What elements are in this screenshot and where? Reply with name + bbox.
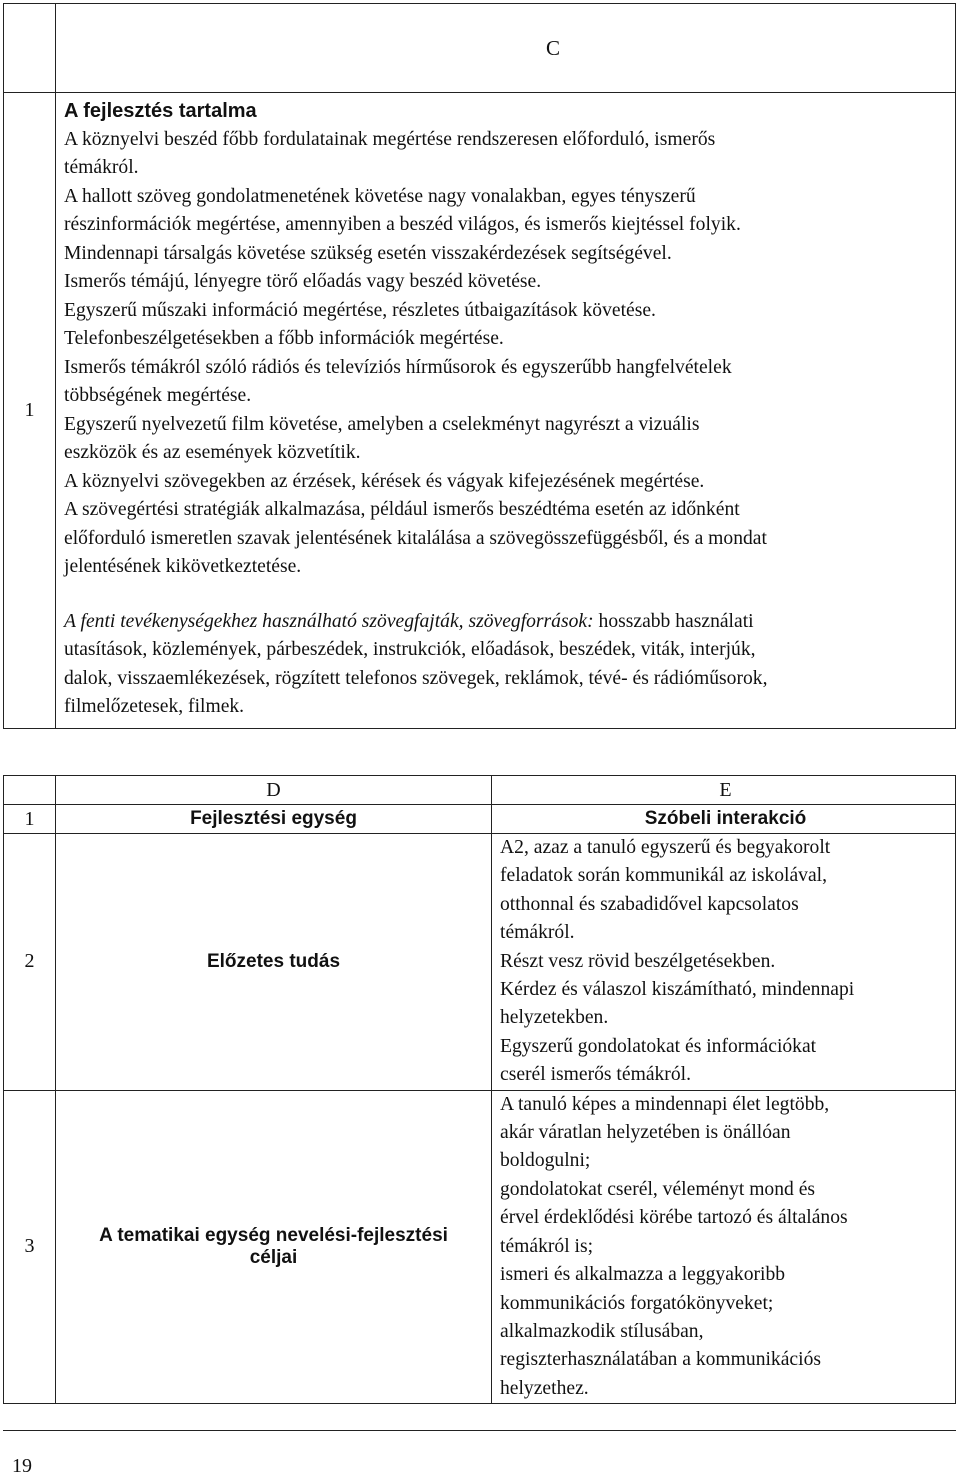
paragraph-gap (64, 582, 951, 608)
content-line: Telefonbeszélgetésekben a főbb információk megértése. (64, 328, 504, 349)
content-line: jelentésének kikövetkeztetése. (64, 556, 302, 577)
content-line: A köznyelvi szövegekben az érzések, kérések és vágyak kifejezésének megértése. (64, 470, 705, 492)
text-line: gondolatokat cserél, véleményt mond és (500, 1178, 816, 1200)
prior-knowledge-text (492, 834, 956, 1091)
text-line: Részt vesz rövid beszélgetésekben. (500, 950, 776, 972)
page-number: 19 (12, 1455, 32, 1477)
text-line: Kérdez és válaszol kiszámítható, mindennapi (500, 979, 855, 1001)
table-row (4, 805, 956, 834)
row-number: 1 (4, 805, 56, 834)
column-header-d: D (56, 776, 492, 805)
text-line: témákról. (500, 922, 575, 944)
unit-label: Fejlesztési egység (56, 805, 492, 834)
row-number: 3 (4, 1090, 56, 1403)
text-line: kommunikációs forgatókönyveket; (500, 1292, 774, 1314)
text-line: Egyszerű gondolatokat és információkat (500, 1035, 817, 1057)
prior-knowledge-label: Előzetes tudás (56, 834, 492, 1091)
goals-label-line: A tematikai egység nevelési-fejlesztési (99, 1224, 448, 1246)
text-line: regiszterhasználatában a kommunikációs (500, 1349, 821, 1371)
development-content-cell (56, 93, 956, 729)
text-line: alkalmazkodik stílusában, (500, 1320, 704, 1342)
table-row (4, 93, 956, 729)
text-line: feladatok során kommunikál az iskolával, (500, 865, 828, 887)
row-number: 2 (4, 834, 56, 1091)
text-line: A tanuló képes a mindennapi élet legtöbb, (500, 1093, 830, 1115)
table-row (4, 834, 956, 1091)
content-line: Mindennapi társalgás követése szükség esetén visszakérdezések segítségével. (64, 242, 672, 264)
footer-divider (3, 1430, 956, 1431)
text-line: otthonnal és szabadidővel kapcsolatos (500, 893, 799, 915)
header-blank-cell (4, 776, 56, 805)
text-line: A2, azaz a tanuló egyszerű és begyakorolt (500, 837, 831, 858)
goals-label-line: céljai (249, 1246, 298, 1268)
header-blank-cell (4, 4, 56, 93)
table-row (4, 1090, 956, 1403)
content-line: részinformációk megértése, amennyiben a beszéd világos, és ismerős kiejtéssel folyik. (64, 214, 741, 235)
table-header-row (4, 776, 956, 805)
text-line: érvel érdeklődési körébe tartozó és általános (500, 1207, 848, 1229)
content-line: eszközök és az események közvetítik. (64, 442, 361, 463)
table-header-row (4, 4, 956, 93)
sources-line: utasítások, közlemények, párbeszédek, instrukciók, előadások, beszédek, viták, interjúk, (64, 639, 756, 660)
content-line: Egyszerű nyelvezetű film követése, amelyben a cselekményt nagyrészt a vizuális (64, 413, 700, 435)
sources-line: filmelőzetesek, filmek. (64, 696, 245, 717)
text-line: ismeri és alkalmazza a leggyakoribb (500, 1264, 786, 1286)
unit-value: Szóbeli interakció (492, 805, 956, 834)
sources-paragraph (64, 608, 951, 637)
content-line: témákról. (64, 157, 139, 178)
text-line: akár váratlan helyzetében is önállóan (500, 1122, 791, 1144)
row-number: 1 (4, 93, 56, 729)
text-line: cserél ismerős témákról. (500, 1064, 691, 1086)
content-line: Ismerős témákról szóló rádiós és televíziós hírműsorok és egyszerűbb hangfelvételek (64, 356, 732, 378)
column-header-c: C (56, 4, 956, 93)
content-line: többségének megértése. (64, 385, 252, 406)
goals-table (3, 775, 956, 1404)
content-table (3, 3, 956, 729)
text-line: boldogulni; (500, 1150, 591, 1172)
content-line: A szövegértési stratégiák alkalmazása, például ismerős beszédtéma esetén az időnként (64, 499, 740, 520)
goals-label (56, 1090, 492, 1403)
text-line: helyzethez. (500, 1377, 589, 1399)
content-line: előforduló ismeretlen szavak jelentésének kitalálása a szövegösszefüggésből, és a mondat (64, 527, 767, 549)
content-line: Ismerős témájú, lényegre törő előadás vagy beszéd követése. (64, 271, 542, 292)
text-line: témákról is; (500, 1235, 594, 1257)
content-line: Egyszerű műszaki információ megértése, részletes útbaigazítások követése. (64, 299, 656, 321)
goals-text (492, 1090, 956, 1403)
sources-line: dalok, visszaemlékezések, rögzített telefonos szövegek, reklámok, tévé- és rádióműsorok, (64, 667, 768, 689)
column-header-e: E (492, 776, 956, 805)
content-line: A hallott szöveg gondolatmenetének követése nagy vonalakban, egyes tényszerű (64, 185, 696, 207)
sources-line: hosszabb használati (593, 610, 754, 632)
content-line: A köznyelvi beszéd főbb fordulatainak megértése rendszeresen előforduló, ismerős (64, 128, 716, 150)
section-title: A fejlesztés tartalma (64, 100, 257, 122)
sources-lead: A fenti tevékenységekhez használható szövegfajták, szövegforrások: (64, 610, 594, 632)
text-line: helyzetekben. (500, 1007, 609, 1029)
